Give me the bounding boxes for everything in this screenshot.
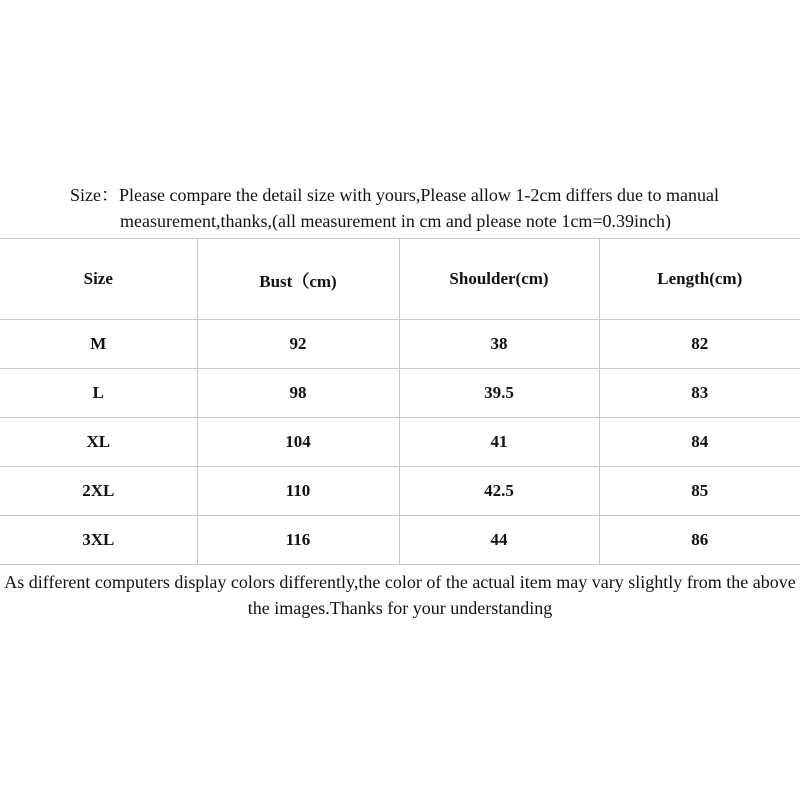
- table-row: [0, 467, 800, 516]
- cell-bust: 104: [197, 418, 399, 467]
- table-header-row: [0, 239, 800, 320]
- cell-bust: 92: [197, 320, 399, 369]
- cell-shoulder: 42.5: [399, 467, 599, 516]
- table-row: [0, 369, 800, 418]
- cell-length: 86: [599, 516, 800, 565]
- size-intro-text: [0, 182, 800, 234]
- cell-bust: 110: [197, 467, 399, 516]
- header-length: Length(cm): [599, 239, 800, 320]
- cell-size: L: [0, 369, 197, 418]
- note-line-1: As different computers display colors differently,the color of the actual item may vary slightly from the above: [4, 572, 796, 592]
- cell-length: 84: [599, 418, 800, 467]
- intro-line-1: Size：Please compare the detail size with yours,Please allow 1-2cm differs due to manual: [70, 185, 719, 205]
- table-row: [0, 418, 800, 467]
- cell-length: 85: [599, 467, 800, 516]
- cell-length: 83: [599, 369, 800, 418]
- header-size: Size: [0, 239, 197, 320]
- cell-size: XL: [0, 418, 197, 467]
- cell-shoulder: 39.5: [399, 369, 599, 418]
- table-row: [0, 516, 800, 565]
- cell-shoulder: 44: [399, 516, 599, 565]
- note-line-2: the images.Thanks for your understanding: [247, 598, 553, 618]
- size-chart-table: [0, 238, 800, 565]
- cell-bust: 116: [197, 516, 399, 565]
- cell-size: 2XL: [0, 467, 197, 516]
- intro-line-2: measurement,thanks,(all measurement in cm and please note 1cm=0.39inch): [120, 211, 671, 231]
- cell-bust: 98: [197, 369, 399, 418]
- cell-size: 3XL: [0, 516, 197, 565]
- cell-size: M: [0, 320, 197, 369]
- cell-length: 82: [599, 320, 800, 369]
- header-shoulder: Shoulder(cm): [399, 239, 599, 320]
- cell-shoulder: 38: [399, 320, 599, 369]
- table-row: [0, 320, 800, 369]
- cell-shoulder: 41: [399, 418, 599, 467]
- color-disclaimer-text: [0, 569, 800, 621]
- header-bust: Bust（cm): [197, 239, 399, 320]
